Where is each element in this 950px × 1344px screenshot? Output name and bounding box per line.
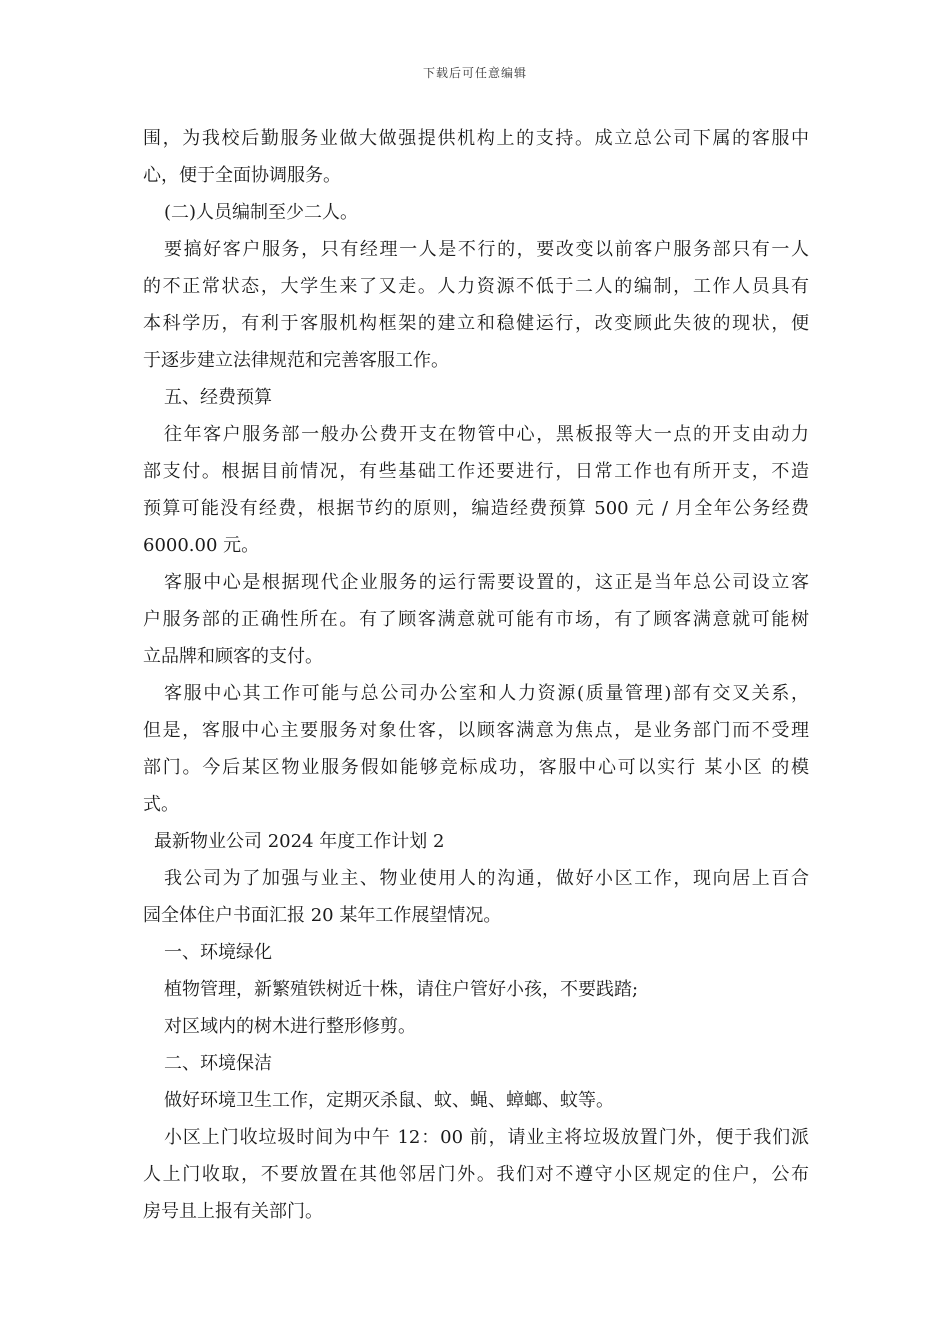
paragraph-line: 要搞好客户服务，只有经理一人是不行的，要改变以前客户服务部只有一人 xyxy=(164,239,809,260)
document-title: 最新物业公司 2024 年度工作计划 2 xyxy=(154,831,445,852)
section-heading: 一、环境绿化 xyxy=(164,942,272,963)
section-heading: (二)人员编制至少二人。 xyxy=(164,202,359,223)
paragraph-line: 立品牌和顾客的支付。 xyxy=(143,646,323,667)
paragraph-line: 预算可能没有经费，根据节约的原则，编造经费预算 500 元 / 月全年公务经费 xyxy=(143,498,809,519)
paragraph-line: 户服务部的正确性所在。有了顾客满意就可能有市场，有了顾客满意就可能树 xyxy=(143,609,809,630)
paragraph-line: 6000.00 元。 xyxy=(143,535,260,556)
paragraph-line: 部门。今后某区物业服务假如能够竞标成功，客服中心可以实行 某小区 的模 xyxy=(143,757,809,778)
paragraph-line: 围，为我校后勤服务业做大做强提供机构上的支持。成立总公司下属的客服中 xyxy=(143,128,809,149)
paragraph-line: 人上门收取，不要放置在其他邻居门外。我们对不遵守小区规定的住户，公布 xyxy=(143,1164,809,1185)
section-heading: 五、经费预算 xyxy=(164,387,272,408)
paragraph-line: 心，便于全面协调服务。 xyxy=(143,165,341,186)
paragraph-line: 本科学历，有利于客服机构框架的建立和稳健运行，改变顾此失彼的现状，便 xyxy=(143,313,809,334)
paragraph-line: 对区域内的树木进行整形修剪。 xyxy=(164,1016,416,1037)
paragraph-line: 往年客户服务部一般办公费开支在物管中心，黑板报等大一点的开支由动力 xyxy=(164,424,809,445)
paragraph-line: 客服中心是根据现代企业服务的运行需要设置的，这正是当年总公司设立客 xyxy=(164,572,809,593)
paragraph-line: 小区上门收垃圾时间为中午 12：00 前，请业主将垃圾放置门外，便于我们派 xyxy=(164,1127,809,1148)
paragraph-line: 做好环境卫生工作，定期灭杀鼠、蚊、蝇、蟑螂、蚊等。 xyxy=(164,1090,614,1111)
paragraph-line: 园全体住户书面汇报 20 某年工作展望情况。 xyxy=(143,905,502,926)
paragraph-line: 式。 xyxy=(143,794,179,815)
section-heading: 二、环境保洁 xyxy=(164,1053,272,1074)
paragraph-line: 的不正常状态，大学生来了又走。人力资源不低于二人的编制，工作人员具有 xyxy=(143,276,809,297)
paragraph-line: 部支付。根据目前情况，有些基础工作还要进行，日常工作也有所开支，不造 xyxy=(143,461,809,482)
paragraph-line: 客服中心其工作可能与总公司办公室和人力资源(质量管理)部有交叉关系， xyxy=(164,683,809,704)
paragraph-line: 但是，客服中心主要服务对象仕客，以顾客满意为焦点，是业务部门而不受理 xyxy=(143,720,809,741)
paragraph-line: 房号且上报有关部门。 xyxy=(143,1201,323,1222)
paragraph-line: 我公司为了加强与业主、物业使用人的沟通，做好小区工作，现向居上百合 xyxy=(164,868,809,889)
paragraph-line: 于逐步建立法律规范和完善客服工作。 xyxy=(143,350,449,371)
page-header: 下载后可任意编辑 xyxy=(422,66,527,80)
paragraph-line: 植物管理，新繁殖铁树近十株，请住户管好小孩，不要践踏; xyxy=(164,979,639,1000)
document-body xyxy=(143,120,809,1230)
